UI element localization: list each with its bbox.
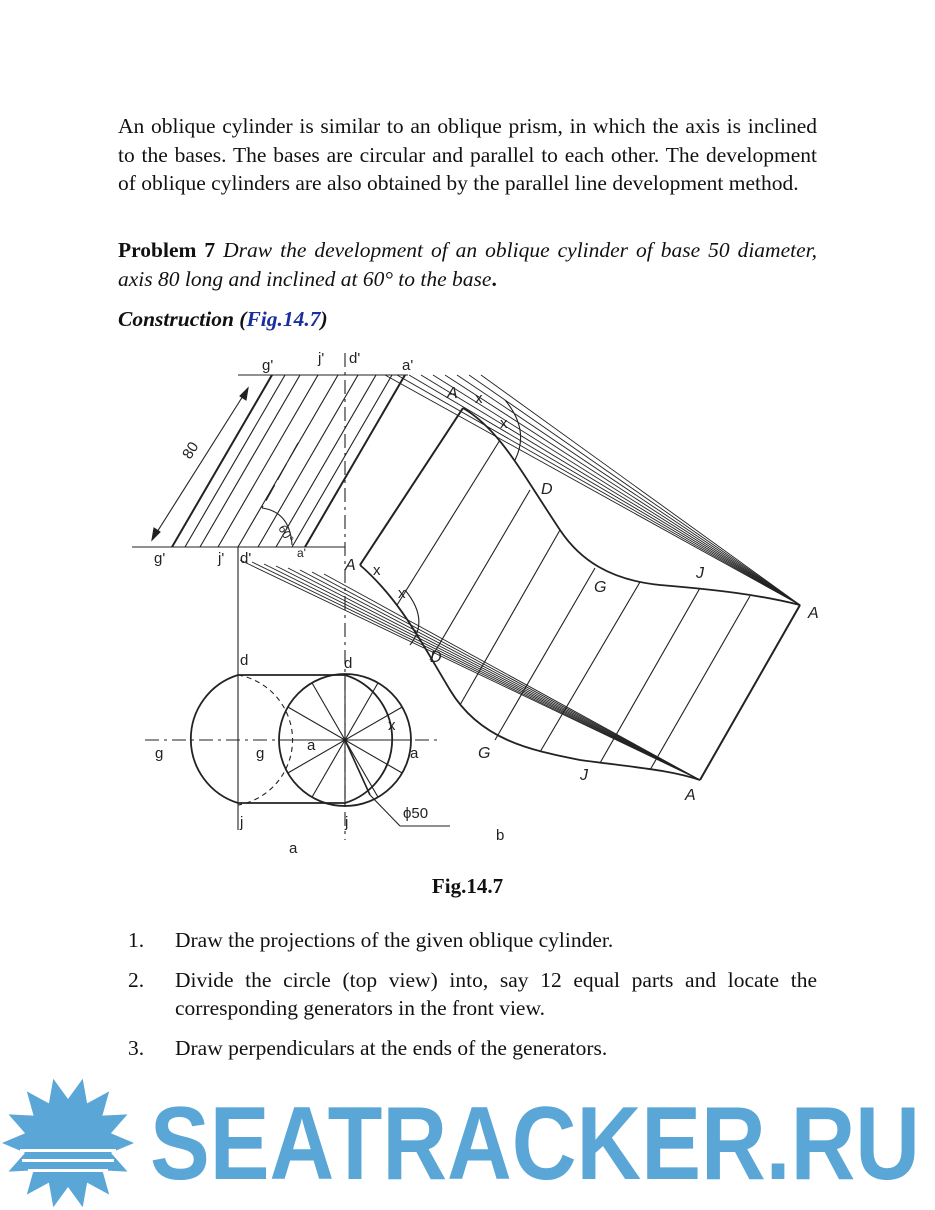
label-A-end: A (685, 787, 696, 804)
label-g: g (155, 745, 164, 762)
label-x-bot1: x (373, 562, 381, 579)
label-A1: A (447, 385, 458, 402)
label-a1-prime: a' (402, 357, 414, 374)
development-generators (360, 408, 750, 770)
label-phi50: ϕ50 (403, 805, 429, 822)
label-G-low: G (478, 745, 491, 762)
label-G1: G (594, 579, 607, 596)
problem-statement (118, 236, 817, 293)
step-text: Draw perpendiculars at the ends of the generators. (175, 1036, 608, 1060)
top-view-outline (191, 675, 392, 803)
label-d: d (240, 652, 249, 669)
front-generator (185, 375, 285, 547)
label-A-low: A (345, 557, 356, 574)
front-generator (258, 375, 358, 547)
front-outline-right (305, 375, 405, 547)
front-outline-left (172, 375, 272, 547)
front-generator (238, 375, 338, 547)
figure-caption: Fig.14.7 (431, 874, 504, 898)
projector-line (469, 375, 800, 605)
projector-line (421, 375, 800, 605)
phi-leader (370, 795, 400, 826)
label-a-prime: a' (297, 546, 306, 560)
construction-heading (118, 305, 817, 334)
projection-lines (240, 375, 800, 780)
label-J-low: J (580, 767, 588, 784)
projector-line (457, 375, 800, 605)
label-b: b (496, 827, 505, 844)
development-generator (460, 530, 560, 705)
label-a: a (307, 737, 316, 754)
problem-label: Problem 7 (118, 238, 216, 262)
projector-line (397, 375, 800, 605)
oblique-cylinder-figure (130, 345, 830, 865)
development-edge-right (700, 605, 800, 780)
development-generator (397, 440, 500, 605)
step-number: 1. (128, 928, 145, 952)
label-x-bot2: x (398, 585, 406, 602)
projector-line (312, 572, 700, 780)
projector-line (481, 375, 800, 605)
label-d1-prime: d' (349, 350, 361, 367)
construction-label: Construction ( (118, 307, 247, 331)
label-A7: A (808, 605, 819, 622)
label-x-top2: x (500, 415, 508, 432)
watermark-text: SEATRACKER.RU (150, 1086, 920, 1202)
sun-logo-icon (2, 1079, 134, 1208)
label-a1: a (410, 745, 419, 762)
label-J1: J (696, 565, 704, 582)
label-j1: j (345, 814, 349, 831)
construction-close: ) (320, 307, 328, 331)
step-number: 2. (128, 968, 145, 992)
label-j-prime: j' (218, 550, 225, 567)
intro-paragraph: An oblique cylinder is similar to an oblique prism, in which the axis is inclined to the bases. The bases are circular and parallel to each other. The development of oblique cylinders are also obtained by the parallel line development method. (118, 114, 817, 195)
projector-line (385, 375, 800, 605)
step-text: Divide the circle (top view) into, say 12 equal parts and locate the corresponding generators in the front view. (175, 968, 817, 1020)
label-D1: D (541, 481, 553, 498)
radius-arrow (345, 740, 370, 795)
label-g1: g (256, 745, 265, 762)
front-view-generators (185, 375, 392, 547)
label-d-prime: d' (240, 550, 252, 567)
label-a-view: a (289, 840, 298, 857)
label-j: j (240, 814, 244, 831)
label-g1-prime: g' (262, 357, 274, 374)
seatracker-watermark (0, 1075, 935, 1210)
dimension-80: 80 (179, 438, 203, 463)
cylinder-axis (262, 443, 298, 508)
front-generator (276, 375, 376, 547)
label-x-circle: x (388, 717, 396, 734)
development-generator (360, 408, 463, 565)
label-d1: d (344, 655, 353, 672)
problem-text: Draw the development of an oblique cylinder of base 50 diameter, axis 80 long and inclined at 60° to the base (118, 238, 818, 291)
label-j1-prime: j' (318, 350, 325, 367)
angle-60: 60° (275, 522, 297, 546)
step-text: Draw the projections of the given oblique cylinder. (175, 928, 614, 952)
problem-period: . (491, 266, 497, 291)
front-generator (292, 375, 392, 547)
label-D-low: D (430, 649, 442, 666)
projector-line (324, 574, 700, 780)
projector-line (433, 375, 800, 605)
projector-line (445, 375, 800, 605)
development-generator (600, 588, 700, 763)
development-generator (650, 596, 750, 770)
label-g-prime: g' (154, 550, 166, 567)
front-generator (218, 375, 318, 547)
step-number: 3. (128, 1036, 145, 1060)
figure-link[interactable]: Fig.14.7 (246, 307, 321, 331)
development-generator (430, 490, 530, 660)
label-x-top1: x (475, 390, 483, 407)
